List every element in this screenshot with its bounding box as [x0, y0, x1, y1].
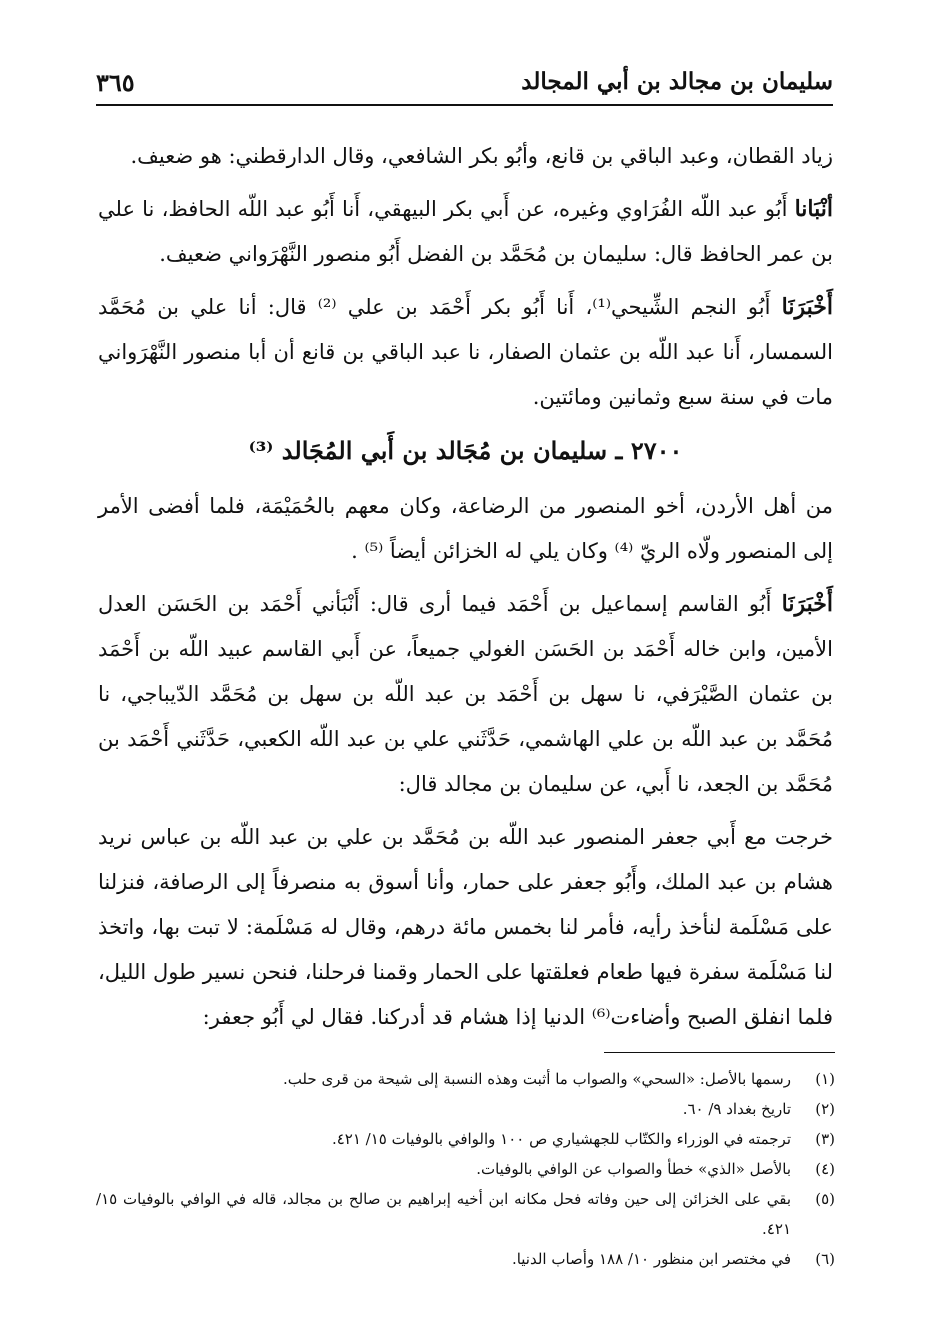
footnote — [96, 1094, 835, 1124]
paragraph: أَخْبَرَنَا أَبُو النجم الشِّيحي⁽¹⁾، أَنا أَبُو بكر أَحْمَد بن علي ⁽²⁾ قال: أنا علي بن مُحَمَّد السمسار، أَنا عبد اللّه بن عثمان الصفار، نا عبد الباقي بن قانع أن أبا منصور النَّهْرَواني مات في سنة سبع وثمانين ومائتين. — [98, 294, 833, 409]
header-divider — [96, 104, 833, 106]
isnad-lead: أَخْبَرَنَا — [781, 294, 833, 320]
footnote-text: رسمها بالأصل: «السحي» والصواب ما أثبت وهذه النسبة إلى شيحة من قرى حلب. — [282, 1070, 791, 1088]
paragraph: أَخْبَرَنَا أَبُو القاسم إسماعيل بن أَحْمَد فيما أرى قال: أَنْبَأني أَحْمَد بن الحَسَن العدل الأمين، وابن خاله أَحْمَد بن الحَسَن الغولي جميعاً، عن أَبي القاسم عبيد اللّه بن أَحْمَد بن عثمان الصَّيْرَفي، نا سهل بن أَحْمَد بن عبد اللّه بن سهل بن مُحَمَّد الدّيباجي، نا مُحَمَّد بن عبد اللّه بن علي الهاشمي، حَدَّثَني علي بن عبد اللّه الكعبي، حَدَّثَني أَحْمَد بن مُحَمَّد بن الجعد، نا أَبي، عن سليمان بن مجالد قال: — [98, 591, 833, 796]
running-title: سليمان بن مجالد بن أبي المجالد — [521, 68, 833, 95]
paragraph: زياد القطان، وعبد الباقي بن قانع، وأبُو بكر الشافعي، وقال الدارقطني: هو ضعيف. — [130, 144, 833, 168]
footnote — [96, 1124, 835, 1154]
isnad-lead: أَخْبَرَنَا — [781, 591, 833, 617]
footnote-number: (٣) — [815, 1130, 835, 1148]
paragraph: من أهل الأردن، أخو المنصور من الرضاعة، وكان معهم بالحُمَيْمَة، فلما أفضى الأمر إلى المنصور ولّاه الريّ ⁽⁴⁾ وكان يلي له الخزائن أيضاً ⁽⁵⁾ . — [98, 494, 833, 563]
footnote — [96, 1244, 835, 1274]
footnote-text: بالأصل «الذي» خطأ والصواب عن الوافي بالوفيات. — [476, 1160, 791, 1178]
footnote-number: (٥) — [815, 1190, 835, 1208]
footnote-number: (١) — [815, 1070, 835, 1088]
footnote-number: (٤) — [815, 1160, 835, 1178]
footnote — [96, 1064, 835, 1094]
main-text — [98, 134, 833, 1048]
footnote-text: في مختصر ابن منظور ١٠/ ١٨٨ وأصاب الدنيا. — [511, 1250, 791, 1268]
footnote — [96, 1154, 835, 1184]
footnote-number: (٦) — [815, 1250, 835, 1268]
paragraph: خرجت مع أَبي جعفر المنصور عبد اللّه بن مُحَمَّد بن علي بن عبد اللّه بن عباس نريد هشام بن عبد الملك، وأَبُو جعفر على حمار، وأنا أسوق به منصرفاً إلى الرصافة، فنزلنا على مَسْلَمة لنأخذ رأيه، فأمر لنا بخمس مائة درهم، وقال له مَسْلَمة: لا تبت بها، واتخذ لنا مَسْلَمة سفرة فيها طعام فعلقتها على الحمار وقمنا فرحلنا، فنحن نسير طول الليل، فلما انفلق الصبح وأضاءت⁽⁶⁾ الدنيا إذا هشام قد أدركنا. فقال لي أَبُو جعفر: — [98, 825, 833, 1029]
paragraph: أنْبَانا أَبُو عبد اللّه الفُرَاوي وغيره، عن أَبي بكر البيهقي، أَنا أَبُو عبد اللّه الحافظ، نا علي بن عمر الحافظ قال: سليمان بن مُحَمَّد بن الفضل أَبُو منصور النَّهْرَواني ضعيف. — [98, 196, 833, 266]
footnotes — [96, 1064, 835, 1274]
footnote-text: بقي على الخزائن إلى حين وفاته فحل مكانه ابن أخيه إبراهيم بن صالح بن مجالد، قاله في الوافي بالوفيات ١٥/ ٤٢١. — [96, 1190, 791, 1238]
footnote-text: ترجمته في الوزراء والكتّاب للجهشياري ص ١٠٠ والوافي بالوفيات ١٥/ ٤٢١. — [331, 1130, 791, 1148]
isnad-lead: أنْبَانا — [794, 196, 833, 222]
entry-heading: ٢٧٠٠ ـ سليمان بن مُجَالد بن أَبي المُجَالد ⁽³⁾ — [248, 436, 683, 465]
footnote — [96, 1184, 835, 1244]
page-header — [96, 64, 833, 108]
footnote-text: تاريخ بغداد ٩/ ٦٠. — [682, 1100, 791, 1118]
footnote-number: (٢) — [815, 1100, 835, 1118]
footnote-divider — [604, 1052, 835, 1053]
page-number: ٣٦٥ — [96, 68, 135, 97]
